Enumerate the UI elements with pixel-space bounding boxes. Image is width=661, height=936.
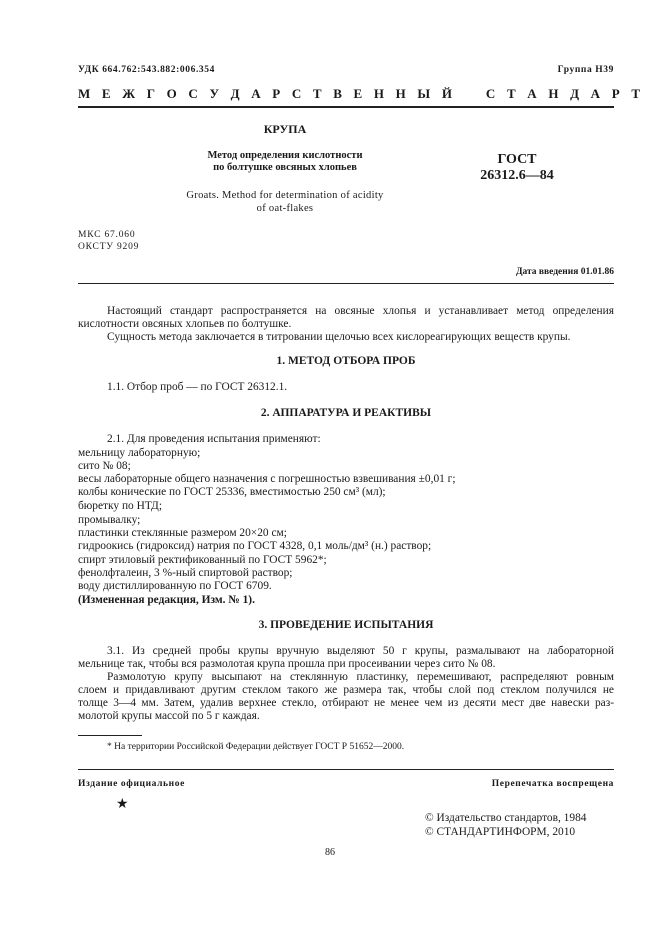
title-ru-line1: Метод определения кислотности — [207, 150, 363, 161]
group-code: Группа Н39 — [557, 65, 614, 75]
equipment-item: мельницу лабораторную; — [78, 447, 201, 459]
equipment-item: весы лабораторные общего назначения с погрешностью взвешивания ±0,01 г; — [78, 473, 456, 485]
section1-item: 1.1. Отбор проб — по ГОСТ 26312.1. — [107, 381, 288, 393]
product-name: КРУПА — [263, 122, 307, 136]
equipment-item: пластинки стеклянные размером 20×20 см; — [78, 527, 287, 539]
intro-p2: Сущность метода заключается в титровании щелочью всех кислореагирующих веществ крупы. — [107, 331, 571, 343]
footnote-rule — [78, 735, 142, 736]
mks-code: МКС 67.060 — [78, 230, 136, 240]
title-ru-line2: по болтушке овсяных хлопьев — [213, 162, 357, 173]
reprint-prohibited: Перепечатка воспрещена — [491, 779, 614, 789]
equipment-item: гидроокись (гидроксид) натрия по ГОСТ 4328, 0,1 моль/дм³ (н.) раствор; — [78, 540, 432, 552]
equipment-item: сито № 08; — [78, 460, 131, 472]
section3-heading: 3. ПРОВЕДЕНИЕ ИСПЫТАНИЯ — [258, 619, 434, 631]
section3-p1-line2: мельнице так, чтобы вся размолотая крупа прошла при просеивании через сито № 08. — [78, 658, 496, 670]
section3-p2-line4: молотой крупы массой по 5 г каждая. — [78, 710, 260, 722]
star-icon: ★ — [116, 797, 129, 812]
date-rule — [78, 283, 614, 284]
page-number: 86 — [325, 847, 335, 858]
amendment-note: (Измененная редакция, Изм. № 1). — [78, 594, 255, 606]
equipment-item: фенолфталеин, 3 %-ный спиртовой раствор; — [78, 567, 293, 579]
okstu-code: ОКСТУ 9209 — [78, 242, 140, 252]
equipment-item: бюретку по НТД; — [78, 500, 162, 512]
intro-p1-line2: кислотности овсяных хлопьев по болтушке. — [78, 318, 292, 330]
official-edition: Издание официальное — [78, 779, 185, 789]
equipment-item: колбы конические по ГОСТ 25336, вместимостью 250 см³ (мл); — [78, 486, 386, 498]
section3-p2-line2: слоем и придавливают другим стеклом такого же размера так, чтобы слой под стеклом получился не — [78, 684, 614, 696]
date-introduction-label: Дата введения — [515, 267, 579, 277]
header-rule — [78, 106, 614, 108]
interstate-standard-title: М Е Ж Г О С У Д А Р С Т В Е Н Н Ы Й С Т А Н Д А Р Т — [78, 86, 645, 101]
intro-p1-line1: Настоящий стандарт распространяется на овсяные хлопья и устанавливает метод определения — [107, 305, 614, 317]
section3-p1-line1: 3.1. Из средней пробы крупы вручную выделяют 50 г крупы, размалывают на лабораторной — [107, 645, 614, 657]
gost-number: 26312.6—84 — [480, 168, 554, 183]
section2-lead: 2.1. Для проведения испытания применяют: — [107, 433, 321, 445]
equipment-item: промывалку; — [78, 514, 141, 526]
section2-heading: 2. АППАРАТУРА И РЕАКТИВЫ — [260, 407, 432, 419]
section3-p2-line1: Размолотую крупу высыпают на стеклянную пластинку, перемешивают, распределяют ровным — [107, 671, 614, 683]
footnote: * На территории Российской Федерации действует ГОСТ Р 51652—2000. — [107, 742, 405, 752]
section1-heading: 1. МЕТОД ОТБОРА ПРОБ — [276, 355, 416, 367]
copyright-2010: © СТАНДАРТИНФОРМ, 2010 — [425, 826, 576, 838]
footer-rule — [78, 769, 614, 770]
gost-label: ГОСТ — [497, 152, 537, 167]
equipment-item: спирт этиловый ректификованный по ГОСТ 5962*; — [78, 554, 327, 566]
title-en-line2: of oat-flakes — [256, 203, 314, 214]
copyright-1984: © Издательство стандартов, 1984 — [425, 812, 587, 824]
title-en-line1: Groats. Method for determination of acidity — [186, 190, 384, 201]
date-introduction — [516, 267, 614, 277]
section3-p2-line3: толще 3—4 мм. Затем, удалив верхнее стекло, отбирают не менее чем из десяти мест две навески раз- — [78, 697, 614, 709]
equipment-item: воду дистиллированную по ГОСТ 6709. — [78, 580, 272, 592]
udk-code: УДК 664.762:543.882:006.354 — [78, 65, 215, 75]
date-introduction-value: 01.01.86 — [580, 267, 614, 277]
